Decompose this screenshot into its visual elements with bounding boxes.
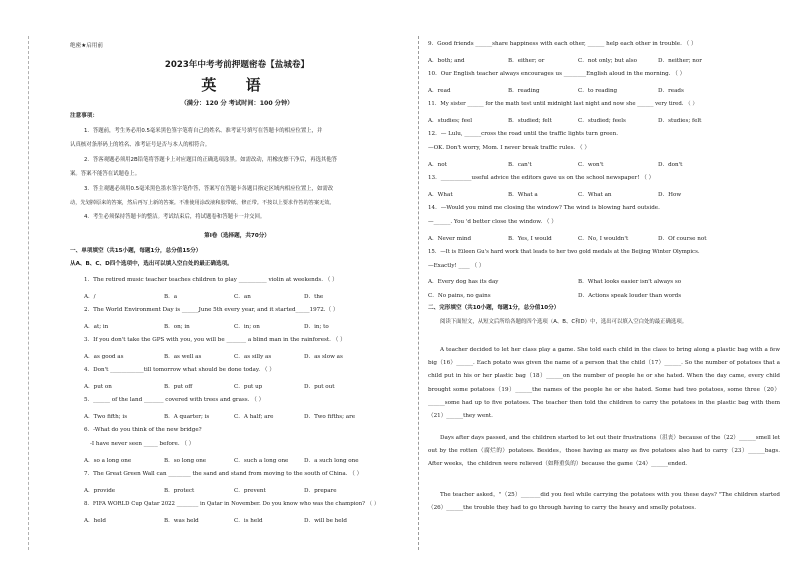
question-stem: 7．The Great Green Wall can ________ the sand and stand from moving to the south of China. （ ） <box>84 471 363 477</box>
option: B．as well as <box>164 354 202 360</box>
option: C．is held <box>234 518 263 524</box>
option: D．in; to <box>304 324 329 330</box>
exam-title: 2023年中考考前押题密卷【盐城卷】 <box>164 60 310 70</box>
option: C．not only; but also <box>578 58 638 64</box>
option: A．What <box>428 192 453 198</box>
binding-strip <box>0 36 29 550</box>
question-stem: 3．If you don't take the GPS with you, you will be _______ a blind man in the rainforest. （ ） <box>84 337 346 343</box>
option: B．studied; felt <box>508 118 552 124</box>
option: C．A half; are <box>234 414 274 420</box>
question-stem: 4．Don't ____________till tomorrow what should be done today. （ ） <box>84 367 275 373</box>
option: B．can't <box>508 162 532 168</box>
option: D．How <box>658 192 682 198</box>
option: A．so a long one <box>84 458 132 464</box>
section1-instruction: 从A、B、C、D四个选项中，选出可以填入空白处的最正确选项。 <box>70 261 233 267</box>
option: A．read <box>428 88 451 94</box>
option: C．as silly as <box>234 354 272 360</box>
notes-item: 案。答案不能答在试题卷上。 <box>70 171 141 177</box>
option: B．on; in <box>164 324 190 330</box>
option: C．an <box>234 294 251 300</box>
option: A．Every dog has its day <box>428 279 499 285</box>
option: B．reading <box>508 88 540 94</box>
exam-meta: （满分：120 分 考试时间：100 分钟） <box>180 100 294 107</box>
option: D．don't <box>658 162 683 168</box>
option: A．put on <box>84 384 112 390</box>
column-divider <box>418 36 419 550</box>
subject-title: 英 语 <box>201 76 273 94</box>
notes-item: 动，先划掉原来的答案，然后再写上新的答案。不准使用涂改液和胶带纸、修正带。不按以上要求作答的答案无效。 <box>70 200 335 206</box>
part1-title: 第Ⅰ卷（选择题，共70分） <box>204 233 270 239</box>
option: D．prepare <box>304 488 337 494</box>
option: D．neither; nor <box>658 58 702 64</box>
option: A．both; and <box>428 58 465 64</box>
question-stem: 9．Good friends ______share happiness with each other, ______ help each other in trouble. （ ） <box>428 41 697 47</box>
question-stem: 6．-What do you think of the new bridge? <box>84 427 202 433</box>
question-stem: 14．—Would you mind me closing the window? The wind is blowing hard outside. <box>428 205 660 211</box>
notes-heading: 注意事项： <box>70 113 98 119</box>
option: C．such a long one <box>234 458 289 464</box>
option: A．provide <box>84 488 116 494</box>
option: A．studies; feel <box>428 118 473 124</box>
passage-paragraph: Days after days passed, and the children started to let out their frustrations（沮丧）because of the（22）______smell let out by the rotten（腐烂的）potatoes. Besides，those having as many as five potatoes also had to carry（23）______bags. After weeks，the children were relieved（如释重负的）because the game（24）______ended. <box>428 435 780 468</box>
question-stem: 10．Our English teacher always encourages us ________English aloud in the morning. （ ） <box>428 71 686 77</box>
option: A．held <box>84 518 106 524</box>
notes-item: 1．答题前，考生务必用0.5毫米黑色签字笔将自己的姓名、准考证号填写在答题卡的相应位置上，并 <box>84 128 323 134</box>
option: C．What an <box>578 192 612 198</box>
option: B．a <box>164 294 178 300</box>
option: C．put up <box>234 384 263 390</box>
section2-instruction: 阅读下面短文，从短文后所给各题的四个选项（A、B、C和D）中，选出可以填入空白处的最正确选项。 <box>440 319 688 325</box>
option: A．not <box>428 162 447 168</box>
option: B．What looks easier isn't always so <box>578 279 682 285</box>
option: C．studied; feels <box>578 118 626 124</box>
passage-paragraph: The teacher asked，"（25）_______did you feel while carrying the potatoes with you these days? "The children started（26）______the trouble they had to go through having to carry the heavy and smelly potatoes. <box>428 492 780 512</box>
option: A．Never mind <box>428 236 472 242</box>
notes-item: 4．考生必须保持答题卡的整洁。考试结束后，将试题卷和答题卡一并交回。 <box>84 214 266 220</box>
question-stem: 2．The World Environment Day is ______June 5th every year, and it started_____1972.（ ） <box>84 307 339 313</box>
option: D．Actions speak louder than words <box>578 293 682 299</box>
option: B．was held <box>164 518 199 524</box>
question-stem: 5．______ of the land _______ covered with trees and grass. （ ） <box>84 397 265 403</box>
option: D．the <box>304 294 324 300</box>
notes-item: 2．答客观题必须用2B铅笔将答题卡上对应题目的正确选项涂黑。如需改动，用橡皮擦干净后，再选其他答 <box>84 157 338 163</box>
question-stem: 15．—It is Eileen Gu's hard work that leads to her two gold medals at the Beijing Winter Olympics. <box>428 249 700 255</box>
option: C．prevent <box>234 488 266 494</box>
option: B．A quarter; is <box>164 414 210 420</box>
option: A．/ <box>84 294 96 300</box>
option: C．to reading <box>578 88 618 94</box>
notes-item: 认真核对条形码上的姓名、准考证号是否与本人的相符合。 <box>70 142 211 148</box>
question-stem: 8．FIFA WORLD Cup Qatar 2022 ________ in Qatar in November. Do you know who was the champion? （ ） <box>84 501 380 507</box>
option: D．Of course not <box>658 236 707 242</box>
option: D．as slow as <box>304 354 343 360</box>
question-stem: 11．My sister ______ for the math test until midnight last night and now she ______ very tired. （ ） <box>428 101 698 107</box>
question-sub: —______. You 'd better close the window. （ ） <box>428 219 557 225</box>
option: A．as good as <box>84 354 124 360</box>
question-stem: 13．___________useful advice the editors gave us on the school newspaper! （ ） <box>428 175 655 181</box>
question-sub: —Exactly! ____ （ ） <box>428 263 485 269</box>
question-stem: 12．— Lulu, ______cross the road until the traffic lights turn green. <box>428 131 618 137</box>
section2-heading: 二、完形填空（共10小题，每题1分，总分值10分） <box>428 305 560 311</box>
option: B．What a <box>508 192 538 198</box>
option: D．reads <box>658 88 684 94</box>
option: C．won't <box>578 162 604 168</box>
option: A．Two fifth; is <box>84 414 128 420</box>
option: A．at; in <box>84 324 109 330</box>
option: D．a such long one <box>304 458 359 464</box>
passage-paragraph: A teacher decided to let her class play a game. She told each child in the class to bring along a plastic bag with a few big（16）______. Each potato was given the name of a person that the child（17）______. So the number of potatoes that a child put in his or her plastic bag（18）______on the number of people he or she hated. When the day came, every child brought some potatoes（19）______the names of the people he or she hated. Some had two potatoes, some three（20）______some had up to five potatoes. The teacher then told the children to carry the potatoes in the plastic bag with them（21）______they went. <box>428 347 780 420</box>
secret-mark: 绝密★启用前 <box>70 43 103 49</box>
option: C．No, I wouldn't <box>578 236 629 242</box>
question-sub: —OK. Don't worry, Mom. I never break traffic rules. （ ） <box>428 145 590 151</box>
option: D．studies; felt <box>658 118 702 124</box>
question-stem: 1．The retired music teacher teaches children to play __________ violin at weekends. （ ） <box>84 277 338 283</box>
option: B．either; or <box>508 58 545 64</box>
option: B．put off <box>164 384 193 390</box>
option: D．will be held <box>304 518 347 524</box>
notes-item: 3．答主观题必须用0.5毫米黑色墨水签字笔作答，答案写在答题卡各题目指定区域内相应位置上，如需改 <box>84 186 334 192</box>
option: B．protect <box>164 488 195 494</box>
question-sub: -I have never seen _____ before. （ ） <box>90 441 195 447</box>
option: C．No pains, no gains <box>428 293 491 299</box>
option: B．Yes, I would <box>508 236 552 242</box>
section1-heading: 一、单项填空（共15小题，每题1分，总分值15分） <box>70 248 202 254</box>
option: D．Two fifths; are <box>304 414 356 420</box>
option: B．so long one <box>164 458 207 464</box>
option: C．in; on <box>234 324 260 330</box>
option: D．put out <box>304 384 335 390</box>
